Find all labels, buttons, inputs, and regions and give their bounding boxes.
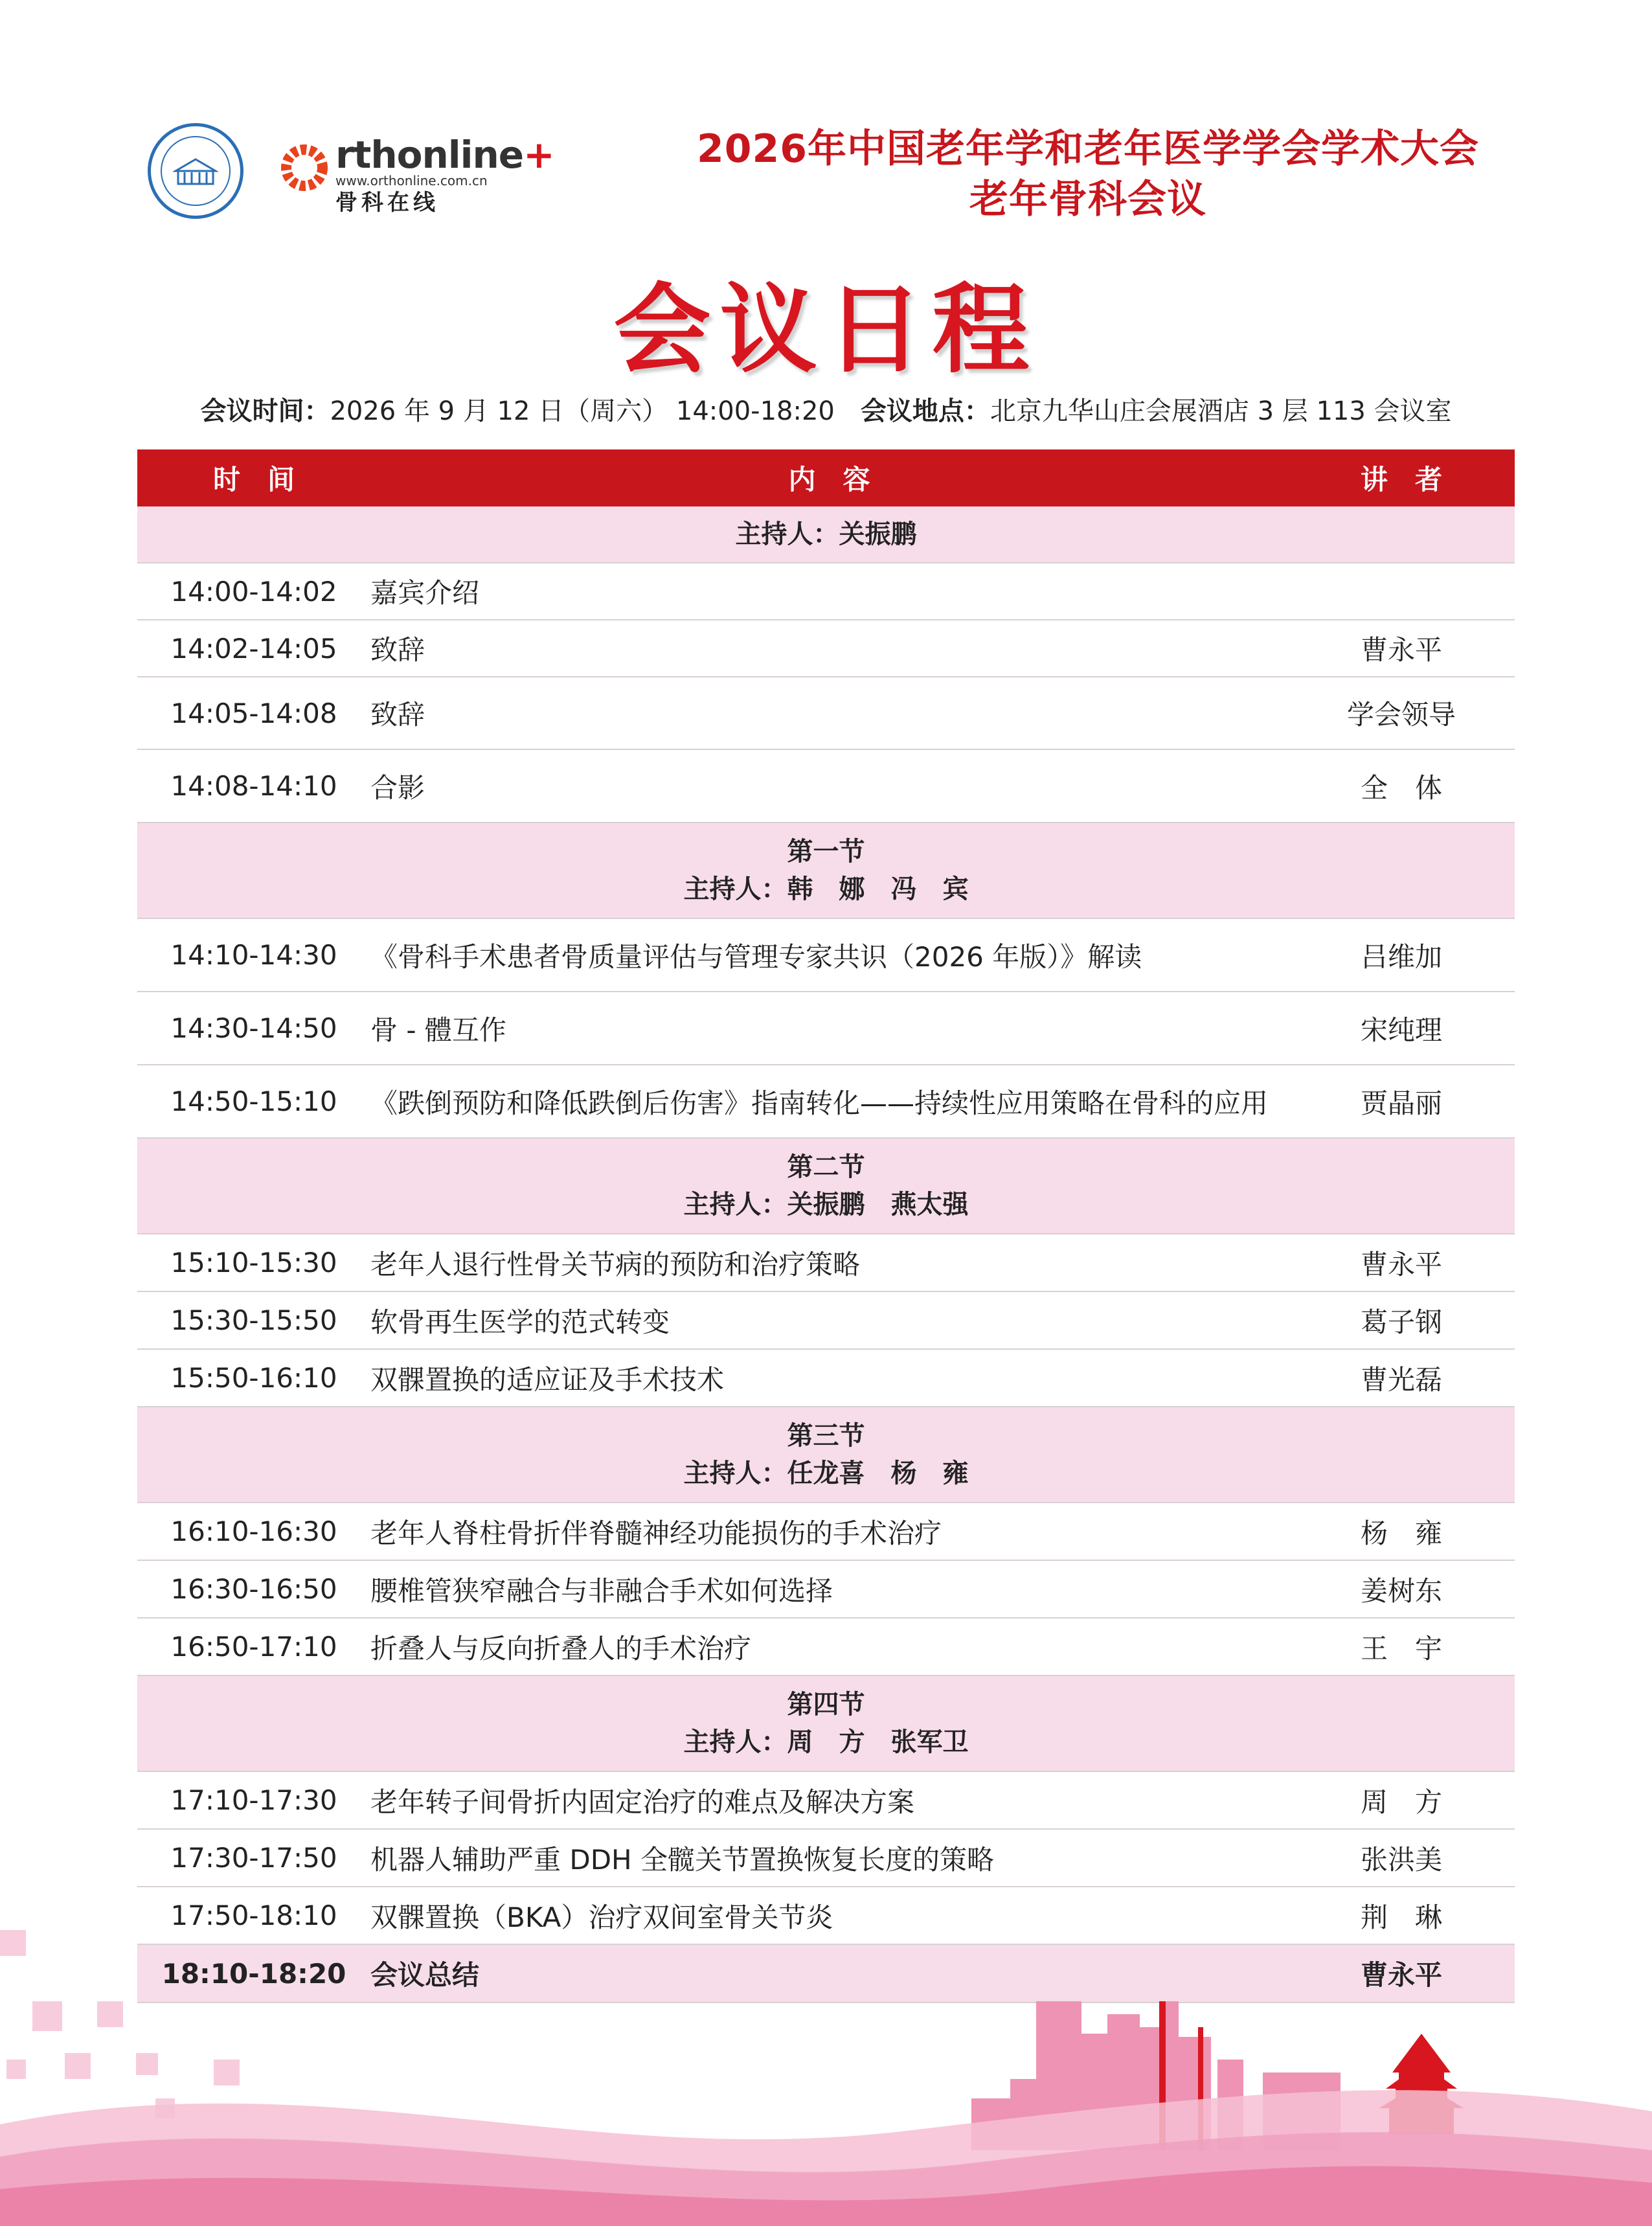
opening-host-row	[137, 506, 1515, 563]
summary-time: 18:10-18:20	[161, 1957, 346, 1990]
row-content: 致辞	[370, 699, 425, 731]
row-content: 老年转子间骨折内固定治疗的难点及解决方案	[370, 1786, 915, 1818]
time-value: 2026 年 9 月 12 日（周六） 14:00-18:20	[330, 396, 835, 426]
row-time: 16:10-16:30	[170, 1516, 337, 1547]
row-time: 16:30-16:50	[170, 1573, 337, 1605]
header-speaker: 讲 者	[1360, 464, 1442, 495]
section-header	[137, 823, 1515, 919]
row-time: 17:10-17:30	[170, 1784, 337, 1816]
row-time: 14:08-14:10	[170, 770, 337, 802]
table-row	[137, 1234, 1515, 1292]
row-speaker: 杨 雍	[1360, 1517, 1442, 1549]
section-name: 第三节	[787, 1421, 865, 1451]
row-speaker: 全 体	[1360, 771, 1442, 804]
table-row	[137, 1561, 1515, 1618]
row-time: 17:30-17:50	[170, 1842, 337, 1874]
section-name: 第二节	[787, 1152, 865, 1182]
place-value: 北京九华山庄会展酒店 3 层 113 会议室	[990, 396, 1452, 426]
section-host: 主持人：韩 娜 冯 宾	[683, 874, 969, 904]
row-content: 《跌倒预防和降低跌倒后伤害》指南转化——持续性应用策略在骨科的应用	[370, 1087, 1269, 1119]
table-row	[137, 1292, 1515, 1350]
summary-content: 会议总结	[370, 1959, 480, 1991]
conference-title-line1: 2026年中国老年学和老年医学学会学术大会	[697, 126, 1479, 172]
section-header	[137, 1407, 1515, 1503]
header-content: 内 容	[788, 464, 870, 495]
section-header	[137, 1676, 1515, 1772]
row-time: 14:02-14:05	[170, 632, 337, 664]
row-speaker: 姜树东	[1360, 1574, 1442, 1607]
row-content: 软骨再生医学的范式转变	[370, 1306, 670, 1338]
row-content: 腰椎管狭窄融合与非融合手术如何选择	[370, 1574, 833, 1607]
meeting-info	[0, 391, 1652, 427]
table-row	[137, 919, 1515, 992]
table-row	[137, 1065, 1515, 1139]
row-time: 14:10-14:30	[170, 939, 337, 971]
row-speaker: 葛子钢	[1360, 1306, 1442, 1338]
row-time: 14:05-14:08	[170, 697, 337, 729]
summary-speaker: 曹永平	[1360, 1959, 1442, 1991]
row-speaker: 张洪美	[1360, 1843, 1442, 1876]
row-speaker: 曹光磊	[1360, 1363, 1442, 1396]
section-host: 主持人：任龙喜 杨 雍	[683, 1459, 969, 1488]
row-content: 致辞	[370, 634, 425, 666]
row-time: 14:50-15:10	[170, 1085, 337, 1117]
row-content: 《骨科手术患者骨质量评估与管理专家共识（2026 年版）》解读	[370, 940, 1142, 973]
table-row	[137, 563, 1515, 620]
page-title: 会议日程	[613, 274, 1039, 387]
section-name: 第四节	[787, 1690, 865, 1720]
header-time: 时 间	[212, 464, 295, 495]
row-time: 15:30-15:50	[170, 1304, 337, 1336]
schedule-table	[137, 449, 1515, 2003]
table-row	[137, 750, 1515, 823]
row-speaker: 曹永平	[1360, 1248, 1442, 1280]
row-time: 17:50-18:10	[170, 1900, 337, 1931]
table-row	[137, 1772, 1515, 1830]
table-header	[137, 449, 1515, 506]
section-host: 主持人：周 方 张军卫	[683, 1727, 969, 1757]
row-content: 嘉宾介绍	[370, 577, 480, 609]
conference-title-line2: 老年骨科会议	[969, 177, 1206, 222]
orthonline-ring-icon	[278, 142, 330, 194]
row-speaker: 吕维加	[1360, 940, 1442, 973]
row-content: 双髁置换的适应证及手术技术	[370, 1363, 725, 1396]
orthonline-url: www.orthonline.com.cn	[335, 173, 488, 188]
row-speaker: 曹永平	[1360, 634, 1442, 666]
orthonline-logo	[278, 133, 554, 217]
table-row	[137, 1618, 1515, 1676]
row-content: 机器人辅助严重 DDH 全髋关节置换恢复长度的策略	[370, 1843, 994, 1876]
row-time: 14:30-14:50	[170, 1012, 337, 1044]
table-row	[137, 1350, 1515, 1407]
row-time: 15:50-16:10	[170, 1362, 337, 1394]
city-skyline-decoration	[0, 1865, 1652, 2226]
row-speaker: 荆 琳	[1360, 1901, 1442, 1933]
row-speaker: 王 宇	[1360, 1632, 1442, 1664]
row-time: 14:00-14:02	[170, 575, 337, 608]
row-speaker: 宋纯理	[1360, 1014, 1442, 1046]
row-content: 老年人退行性骨关节病的预防和治疗策略	[370, 1248, 861, 1280]
row-time: 16:50-17:10	[170, 1631, 337, 1663]
row-content: 双髁置换（BKA）治疗双间室骨关节炎	[370, 1901, 833, 1933]
building-icon	[173, 152, 218, 190]
row-content: 折叠人与反向折叠人的手术治疗	[370, 1632, 752, 1664]
orthonline-cn-name: 骨科在线	[335, 190, 439, 216]
table-row	[137, 1503, 1515, 1561]
row-content: 合影	[370, 771, 425, 804]
table-row	[137, 620, 1515, 677]
section-header	[137, 1139, 1515, 1234]
row-speaker: 周 方	[1360, 1786, 1442, 1818]
row-time: 15:10-15:30	[170, 1247, 337, 1278]
row-content: 老年人脊柱骨折伴脊髓神经功能损伤的手术治疗	[370, 1517, 942, 1549]
row-content: 骨 - 體互作	[370, 1014, 506, 1046]
opening-host: 主持人：关振鹏	[735, 519, 917, 549]
row-speaker: 学会领导	[1346, 699, 1456, 731]
row-speaker: 贾晶丽	[1360, 1087, 1442, 1119]
section-name: 第一节	[787, 837, 865, 867]
pixel-squares-decoration	[0, 1930, 240, 2118]
table-row	[137, 992, 1515, 1065]
orthonline-wordmark: rthonline+	[335, 133, 554, 177]
society-logo	[148, 123, 243, 219]
place-label: 会议地点：	[860, 396, 990, 426]
section-host: 主持人：关振鹏 燕太强	[683, 1190, 969, 1220]
time-label: 会议时间：	[200, 396, 330, 426]
table-row	[137, 677, 1515, 750]
